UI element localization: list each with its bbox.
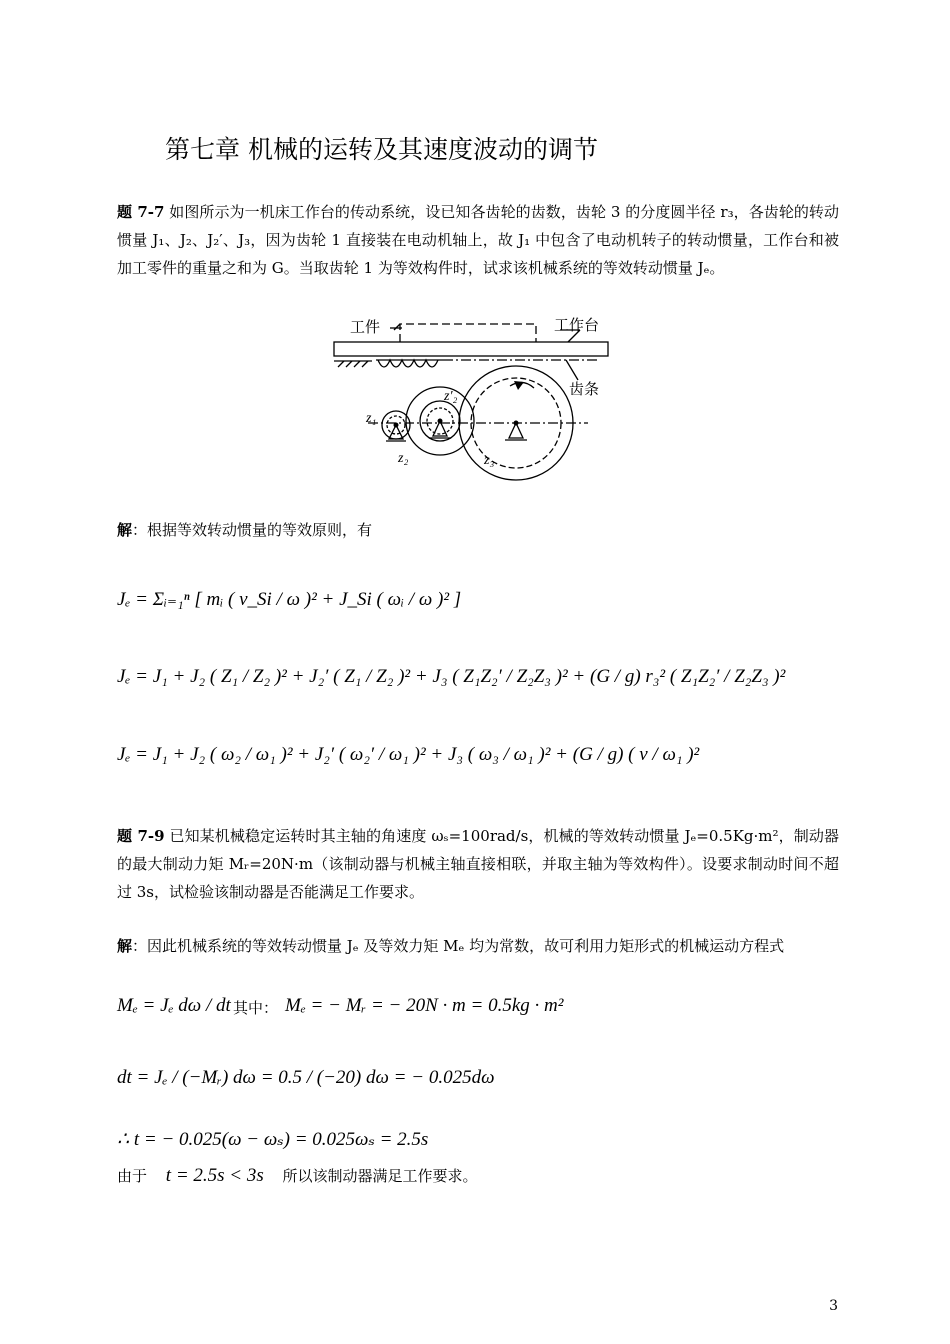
label-z3: z₃ <box>484 453 495 468</box>
where-label: 其中： <box>233 999 279 1017</box>
problem-text: 已知某机械稳定运转时其主轴的角速度 ωₛ=100rad/s，机械的等效转动惯量 Jₑ=0.5Kg·m²，制动器的最大制动力矩 Mᵣ=20N·m（该制动器与机械主轴直接相联，并取主轴为等效构件）。设要求制动时间不超过 3s，试检验该制动器是否能满足工作要求。 <box>117 827 839 901</box>
solution-text: ：根据等效转动惯量的等效原则，有 <box>132 521 373 539</box>
label-rack: 齿条 <box>569 382 600 398</box>
equation-7-9-1: Mₑ = Jₑ dω / dt <box>117 995 231 1016</box>
equation-7-9-3: ∴ t = − 0.025(ω − ωₛ) = 0.025ωₛ = 2.5s <box>117 1129 429 1150</box>
label-z2: z₂ <box>398 451 409 466</box>
solution-label: 解 <box>117 937 133 955</box>
problem-label: 题 7-7 <box>117 203 165 221</box>
equation-7-9-1b: Mₑ = − Mᵣ = − 20N · m = 0.5kg · m² <box>285 995 564 1016</box>
solution-text: ：因此机械系统的等效转动惯量 Jₑ 及等效力矩 Mₑ 均为常数，故可利用力矩形式的机械运动方程式 <box>132 937 785 955</box>
solution-label: 解 <box>117 521 133 539</box>
transmission-figure <box>328 308 620 486</box>
conclusion-formula: t = 2.5s < 3s <box>165 1165 264 1186</box>
label-worktable: 工作台 <box>554 318 600 334</box>
equation-7-7-2: Jₑ = J₁ + J₂ ( Z₁ / Z₂ )² + J₂′ ( Z₁ / Z₂ )² + J₃ ( Z₁Z₂′ / Z₂Z₃ )² + (G / g) r₃² ( Z₁Z₂′ / Z₂Z₃ )² <box>117 666 786 687</box>
problem-7-9 <box>117 822 839 906</box>
conclusion-suffix: 所以该制动器满足工作要求。 <box>282 1167 478 1185</box>
equation-7-9-2: dt = Jₑ / (−Mᵣ) dω = 0.5 / (−20) dω = − 0.025dω <box>117 1067 495 1088</box>
page-title: 第七章 机械的运转及其速度波动的调节 <box>165 135 598 164</box>
solution-7-9 <box>117 935 784 956</box>
problem-text: 如图所示为一机床工作台的传动系统，设已知各齿轮的齿数，齿轮 3 的分度圆半径 r₃，各齿轮的转动惯量 J₁、J₂、J₂′、J₃，因为齿轮 1 直接装在电动机轴上，故 J₁ 中包含了电动机转子的转动惯量，工作台和被加工零件的重量之和为 G。当取齿轮 1 为等效构件时，试求该机械系统的等效转动惯量 Jₑ。 <box>117 203 839 277</box>
equation-7-7-1: Jₑ = Σᵢ₌₁ⁿ [ mᵢ ( v_Si / ω )² + J_Si ( ωᵢ / ω )² ] <box>117 589 462 610</box>
page-number: 3 <box>829 1298 838 1314</box>
problem-7-7 <box>117 198 839 282</box>
conclusion-prefix: 由于 <box>117 1167 148 1185</box>
solution-7-7 <box>117 519 372 540</box>
equation-7-7-3: Jₑ = J₁ + J₂ ( ω₂ / ω₁ )² + J₂′ ( ω₂′ / ω₁ )² + J₃ ( ω₃ / ω₁ )² + (G / g) ( v / ω₁ )² <box>117 744 700 765</box>
problem-label: 题 7-9 <box>117 827 165 845</box>
conclusion <box>117 1165 478 1187</box>
label-workpiece: 工件 <box>350 320 381 336</box>
label-z2-prime: z′₂ <box>444 389 458 404</box>
label-z1: z₁ <box>366 411 377 426</box>
